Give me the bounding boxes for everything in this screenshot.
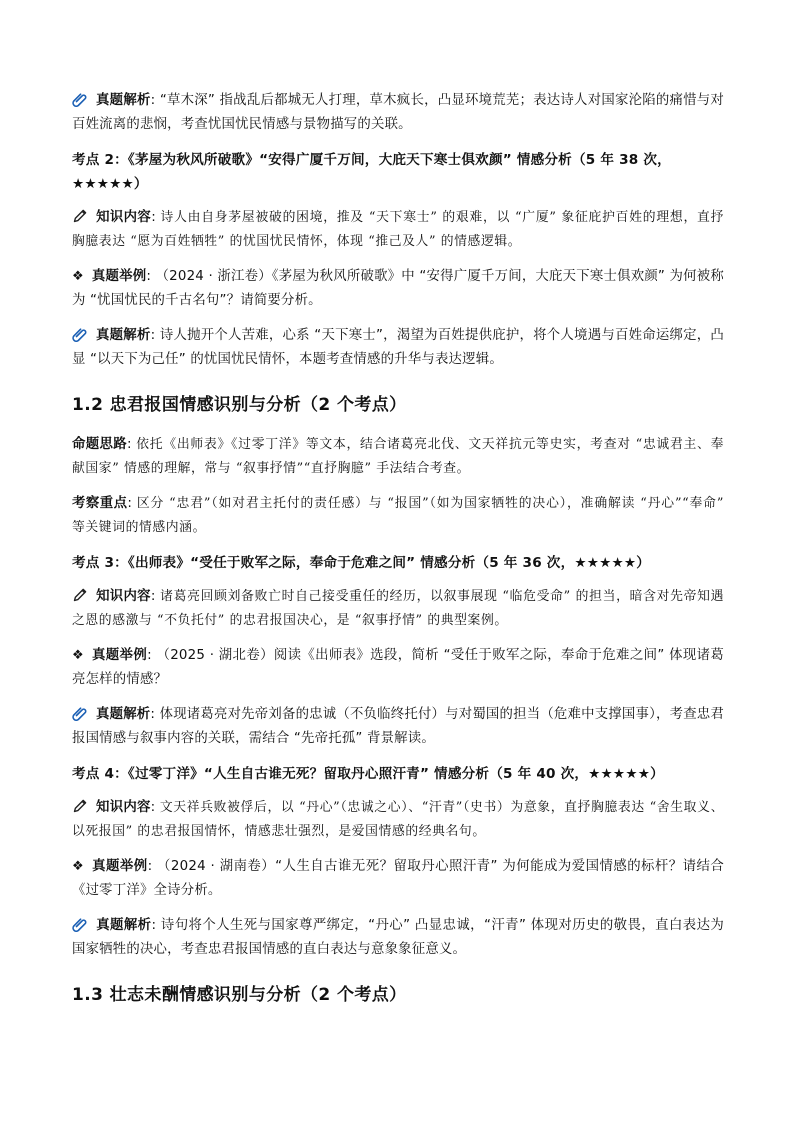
pencil-icon — [72, 798, 88, 814]
analysis-label: 真题解析 — [96, 707, 151, 722]
example-text: （2024 · 湖南卷）“人生自古谁无死？留取丹心照汗青” 为何能成为爱国情感的标杆？请结合《过零丁洋》全诗分析。 — [72, 859, 724, 898]
paperclip-icon — [72, 91, 88, 107]
example-text: （2024 · 浙江卷）《茅屋为秋风所破歌》中 “安得广厦千万间，大庇天下寒士俱欢颜” 为何被称为 “忧国忧民的千古名句”？请简要分析。 — [72, 269, 724, 308]
diamond-bullet-icon: ❖ — [72, 269, 84, 284]
pencil-icon — [72, 208, 88, 224]
knowledge-paragraph: 知识内容: 文天祥兵败被俘后，以 “丹心”（忠诚之心）、“汗青”（史书）为意象，直抒胸臆表达 “舍生取义、以死报国” 的忠君报国情怀，情感悲壮强烈，是爱国情感的经典名句。 — [72, 800, 724, 839]
knowledge-label: 知识内容 — [96, 800, 151, 815]
knowledge-paragraph: 知识内容: 诗人由自身茅屋被破的困境，推及 “天下寒士” 的艰难，以 “广厦” 象征庇护百姓的理想，直抒胸臆表达 “愿为百姓牺牲” 的忧国忧民情怀，体现 “推己及人” 的情感逻辑。 — [72, 210, 724, 249]
analysis-text: 诗人抛开个人苦难，心系 “天下寒士”，渴望为百姓提供庇护，将个人境遇与百姓命运绑定，凸显 “以天下为己任” 的忧国忧民情怀，本题考查情感的升华与表达逻辑。 — [72, 328, 724, 367]
example-label: 真题举例 — [91, 648, 148, 663]
knowledge-text: 诗人由自身茅屋被破的困境，推及 “天下寒士” 的艰难，以 “广厦” 象征庇护百姓的理想，直抒胸臆表达 “愿为百姓牺牲” 的忧国忧民情怀，体现 “推己及人” 的情感逻辑。 — [72, 210, 724, 249]
section-heading: 1.3 壮志未酬情感识别与分析（2 个考点） — [72, 985, 407, 1005]
proposition-label: 命题思路 — [72, 437, 127, 452]
example-label: 真题举例 — [91, 859, 148, 874]
analysis-label: 真题解析 — [96, 918, 152, 933]
analysis-text: 体现诸葛亮对先帝刘备的忠诚（不负临终托付）与对蜀国的担当（危难中支撑国事），考查忠君报国情感与叙事内容的关联，需结合 “先帝托孤” 背景解读。 — [72, 707, 724, 746]
example-label: 真题举例 — [91, 269, 147, 284]
pencil-icon — [72, 587, 88, 603]
diamond-bullet-icon: ❖ — [72, 859, 84, 874]
knowledge-paragraph: 知识内容: 诸葛亮回顾刘备败亡时自己接受重任的经历，以叙事展现 “临危受命” 的担当，暗含对先帝知遇之恩的感激与 “不负托付” 的忠君报国决心，是 “叙事抒情” 的典型案例。 — [72, 589, 724, 628]
knowledge-text: 诸葛亮回顾刘备败亡时自己接受重任的经历，以叙事展现 “临危受命” 的担当，暗含对先帝知遇之恩的感激与 “不负托付” 的忠君报国决心，是 “叙事抒情” 的典型案例。 — [72, 589, 724, 628]
knowledge-label: 知识内容 — [96, 210, 152, 225]
knowledge-text: 文天祥兵败被俘后，以 “丹心”（忠诚之心）、“汗青”（史书）为意象，直抒胸臆表达 “舍生取义、以死报国” 的忠君报国情怀，情感悲壮强烈，是爱国情感的经典名句。 — [72, 800, 724, 839]
kaodian-title: 考点 4：《过零丁洋》“人生自古谁无死？留取丹心照汗青” 情感分析（5 年 40 次，★★★★★） — [72, 766, 664, 782]
analysis-paragraph: 真题解析: 体现诸葛亮对先帝刘备的忠诚（不负临终托付）与对蜀国的担当（危难中支撑国事），考查忠君报国情感与叙事内容的关联，需结合 “先帝托孤” 背景解读。 — [72, 707, 724, 746]
document-content — [72, 89, 724, 1023]
section-heading: 1.2 忠君报国情感识别与分析（2 个考点） — [72, 395, 407, 415]
proposition-text: 依托《出师表》《过零丁洋》等文本，结合诸葛亮北伐、文天祥抗元等史实，考查对 “忠诚君主、奉献国家” 情感的理解，常与 “叙事抒情”“直抒胸臆” 手法结合考查。 — [72, 437, 724, 476]
focus-text: 区分 “忠君”（如对君主托付的责任感）与 “报国”（如为国家牺牲的决心），准确解读 “丹心”“奉命” 等关键词的情感内涵。 — [72, 496, 724, 535]
paperclip-icon — [72, 705, 88, 721]
focus-label: 考察重点 — [72, 496, 128, 511]
example-text: （2025 · 湖北卷）阅读《出师表》选段，简析 “受任于败军之际，奉命于危难之间” 体现诸葛亮怎样的情感？ — [72, 648, 724, 687]
knowledge-label: 知识内容 — [96, 589, 151, 604]
analysis-label: 真题解析 — [96, 328, 151, 343]
analysis-text: “草木深” 指战乱后都城无人打理，草木疯长，凸显环境荒芜；表达诗人对国家沦陷的痛惜与对百姓流离的悲悯，考查忧国忧民情感与景物描写的关联。 — [72, 93, 724, 132]
analysis-label: 真题解析 — [96, 93, 151, 108]
paperclip-icon — [72, 916, 88, 932]
example-paragraph: ❖ 真题举例: （2024 · 浙江卷）《茅屋为秋风所破歌》中 “安得广厦千万间，大庇天下寒士俱欢颜” 为何被称为 “忧国忧民的千古名句”？请简要分析。 — [72, 265, 724, 313]
analysis-paragraph: 真题解析: “草木深” 指战乱后都城无人打理，草木疯长，凸显环境荒芜；表达诗人对国家沦陷的痛惜与对百姓流离的悲悯，考查忧国忧民情感与景物描写的关联。 — [72, 93, 724, 132]
analysis-text: 诗句将个人生死与国家尊严绑定，“丹心” 凸显忠诚，“汗青” 体现对历史的敬畏，直白表达为国家牺牲的决心，考查忠君报国情感的直白表达与意象象征意义。 — [72, 918, 724, 957]
paperclip-icon — [72, 326, 88, 342]
analysis-paragraph: 真题解析: 诗句将个人生死与国家尊严绑定，“丹心” 凸显忠诚，“汗青” 体现对历史的敬畏，直白表达为国家牺牲的决心，考查忠君报国情感的直白表达与意象象征意义。 — [72, 918, 724, 957]
example-paragraph: ❖ 真题举例: （2024 · 湖南卷）“人生自古谁无死？留取丹心照汗青” 为何能成为爱国情感的标杆？请结合《过零丁洋》全诗分析。 — [72, 855, 724, 903]
analysis-paragraph: 真题解析: 诗人抛开个人苦难，心系 “天下寒士”，渴望为百姓提供庇护，将个人境遇与百姓命运绑定，凸显 “以天下为己任” 的忧国忧民情怀，本题考查情感的升华与表达逻辑。 — [72, 328, 724, 367]
example-paragraph: ❖ 真题举例: （2025 · 湖北卷）阅读《出师表》选段，简析 “受任于败军之际，奉命于危难之间” 体现诸葛亮怎样的情感？ — [72, 644, 724, 692]
proposition-paragraph: 命题思路: 依托《出师表》《过零丁洋》等文本，结合诸葛亮北伐、文天祥抗元等史实，考查对 “忠诚君主、奉献国家” 情感的理解，常与 “叙事抒情”“直抒胸臆” 手法结合考查。 — [72, 437, 724, 476]
kaodian-title: 考点 3：《出师表》“受任于败军之际，奉命于危难之间” 情感分析（5 年 36 次，★★★★★） — [72, 555, 651, 571]
diamond-bullet-icon: ❖ — [72, 648, 84, 663]
kaodian-title: 考点 2：《茅屋为秋风所破歌》“安得广厦千万间，大庇天下寒士俱欢颜” 情感分析（5 年 38 次，★★★★★） — [72, 152, 671, 192]
focus-paragraph: 考察重点: 区分 “忠君”（如对君主托付的责任感）与 “报国”（如为国家牺牲的决心），准确解读 “丹心”“奉命” 等关键词的情感内涵。 — [72, 496, 724, 535]
